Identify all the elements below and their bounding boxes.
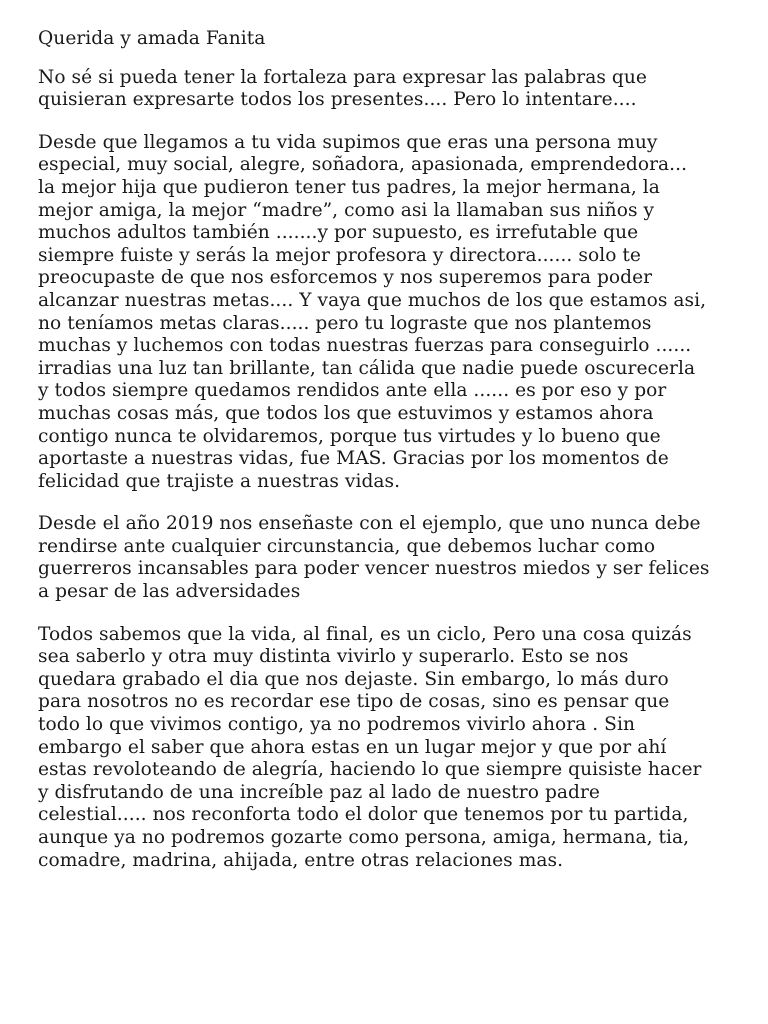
paragraph-farewell: Todos sabemos que la vida, al final, es un ciclo, Pero una cosa quizás sea saberlo y otra muy distinta vivirlo y superarlo. Esto se nos quedara grabado el dia que nos dejaste. Sin embargo, lo más duro para nosotros no es recordar ese tipo de cosas, sino es pensar que todo lo que vivimos contigo, ya no podremos vivirlo ahora . Sin embargo el saber que ahora estas en un lugar mejor y que por ahí estas revoloteando de alegría, haciendo lo que siempre quisiste hacer y disfrutando de una increíble paz al lado de nuestro padre celestial..... nos reconforta todo el dolor que tenemos por tu partida, aunque ya no podremos gozarte como persona, amiga, hermana, tia, comadre, madrina, ahijada, entre otras relaciones mas. <box>38 623 702 871</box>
salutation: Querida y amada Fanita <box>38 28 266 49</box>
paragraph-intro: No sé si pueda tener la fortaleza para expresar las palabras que quisieran expresarte todos los presentes.... Pero lo intentare.... <box>38 66 647 111</box>
paragraph-memories: Desde que llegamos a tu vida supimos que eras una persona muy especial, muy social, alegre, soñadora, apasionada, emprendedora... la mejor hija que pudieron tener tus padres, la mejor hermana, la mejor amiga, la mejor “madre”, como asi la llamaban sus niños y muchos adultos también .......y por supuesto, es irrefutable que siempre fuiste y serás la mejor profesora y directora...... solo te preocupaste de que nos esforcemos y nos superemos para poder alcanzar nuestras metas.... Y vaya que muchos de los que estamos asi, no teníamos metas claras..... pero tu lograste que nos plantemos muchas y luchemos con todas nuestras fuerzas para conseguirlo ...... irradias una luz tan brillante, tan cálida que nadie puede oscurecerla y todos siempre quedamos rendidos ante ella ...... es por eso y por muchas cosas más, que todos los que estuvimos y estamos ahora contigo nunca te olvidaremos, porque tus virtudes y lo bueno que aportaste a nuestras vidas, fue MAS. Gracias por los momentos de felicidad que trajiste a nuestras vidas. <box>38 131 707 492</box>
paragraph-example: Desde el año 2019 nos enseñaste con el ejemplo, que uno nunca debe rendirse ante cualquier circunstancia, que debemos luchar como guerreros incansables para poder vencer nuestros miedos y ser felices a pesar de las adversidades <box>38 513 710 603</box>
